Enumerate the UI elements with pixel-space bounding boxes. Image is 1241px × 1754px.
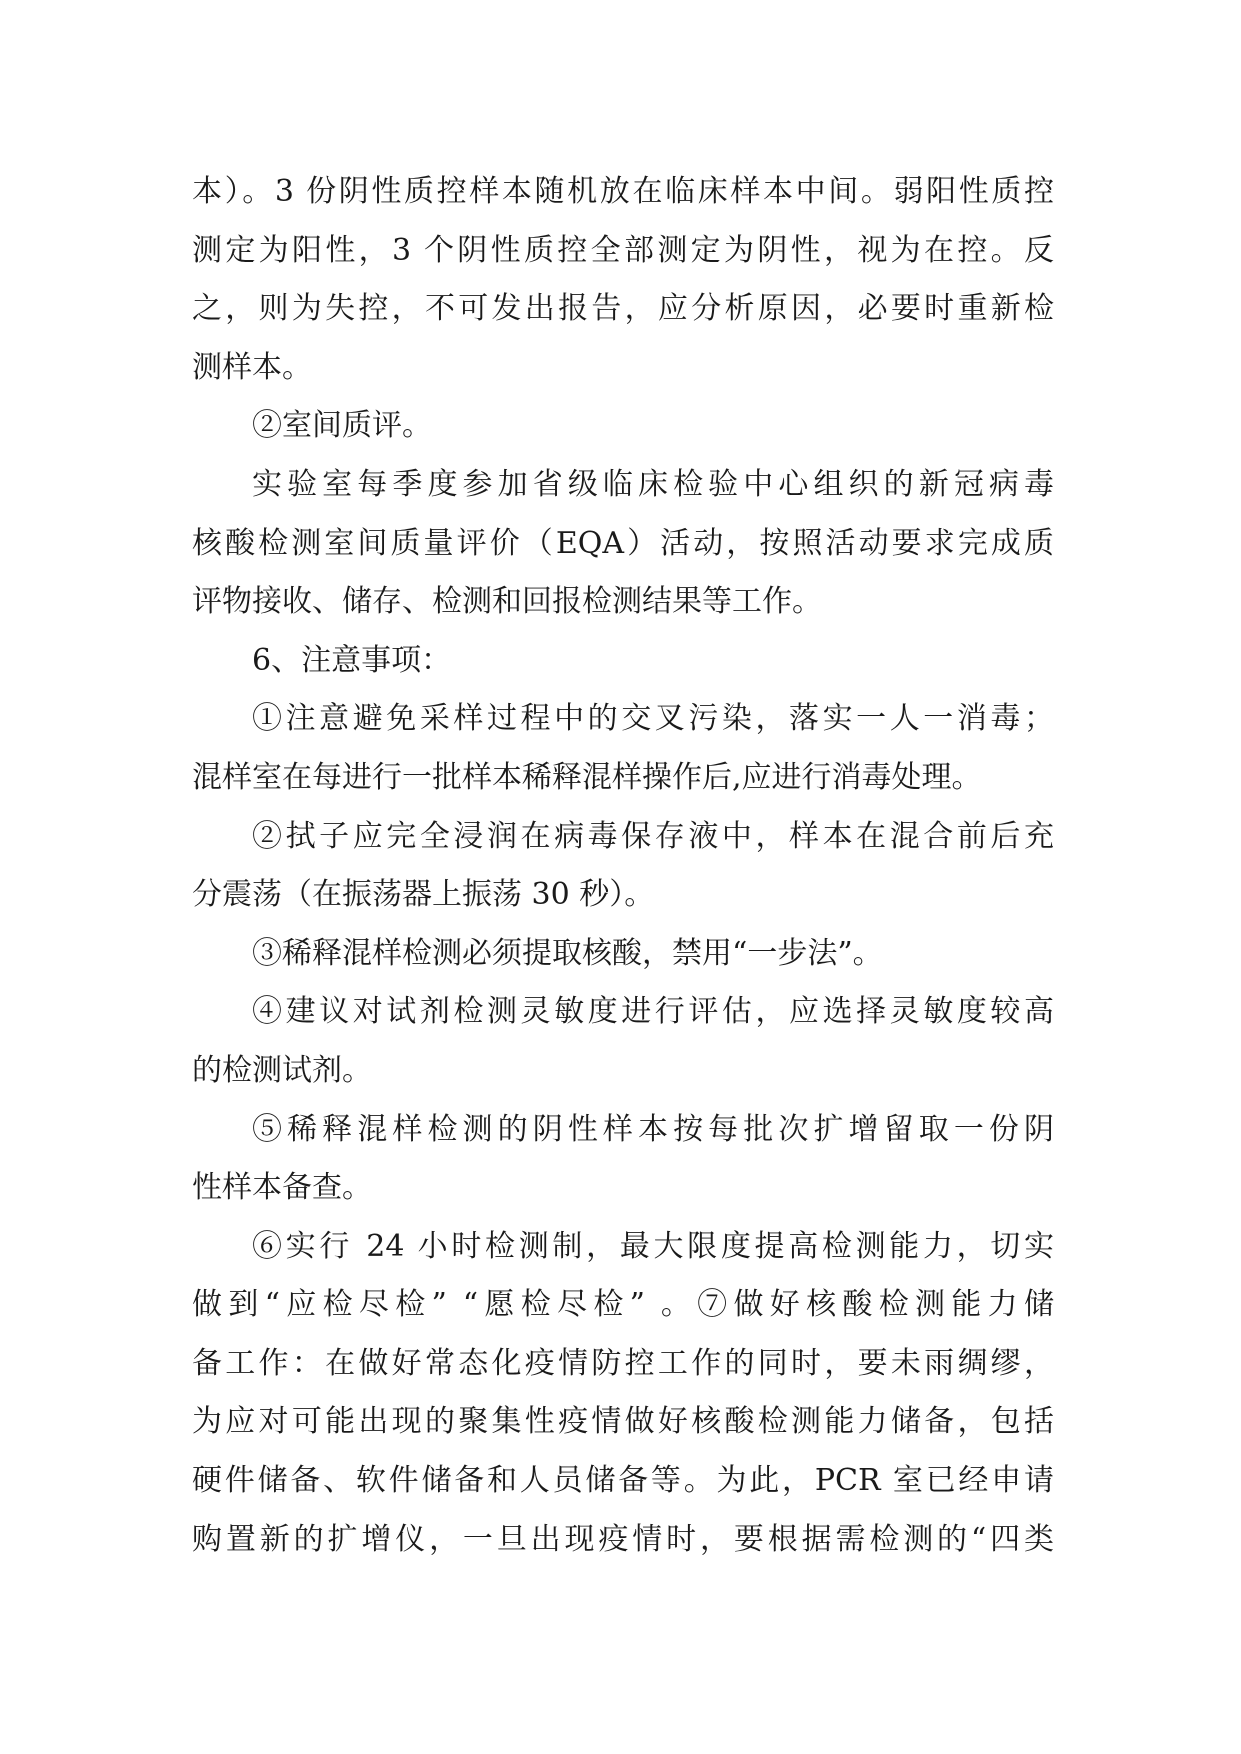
text-line: 测样本。 [192,349,312,385]
text-line: 为应对可能出现的聚集性疫情做好核酸检测能力储备，包括 [192,1404,1054,1440]
text-line: 硬件储备、软件储备和人员储备等。为此，PCR 室已经申请 [192,1463,1054,1499]
text-line: ②拭子应完全浸润在病毒保存液中，样本在混合前后充 [252,818,1054,854]
document-body [192,163,1054,1569]
text-line: ①注意避免采样过程中的交叉污染，落实一人一消毒； [252,701,1054,737]
text-line: 的检测试剂。 [192,1052,372,1088]
text-line: 本）。3 份阴性质控样本随机放在临床样本中间。弱阳性质控 [192,174,1054,209]
section-heading: 6、注意事项： [252,642,452,678]
text-line: 混样室在每进行一批样本稀释混样操作后,应进行消毒处理。 [192,759,982,795]
text-line: 分震荡（在振荡器上振荡 30 秒）。 [192,877,655,913]
text-line: 做到“应检尽检” “愿检尽检” 。⑦做好核酸检测能力储 [192,1287,1054,1323]
text-line: ⑤稀释混样检测的阴性样本按每批次扩增留取一份阴 [252,1111,1054,1147]
text-line: ③稀释混样检测必须提取核酸，禁用“一步法”。 [252,935,883,971]
text-line: 性样本备查。 [192,1170,372,1206]
text-line: ⑥实行 24 小时检测制，最大限度提高检测能力，切实 [252,1228,1054,1264]
text-line: 核酸检测室间质量评价（EQA）活动，按照活动要求完成质 [192,525,1054,561]
section-heading: ②室间质评。 [252,408,432,444]
text-line: 测定为阳性，3 个阴性质控全部测定为阴性，视为在控。反 [192,232,1054,268]
text-line: 评物接收、储存、检测和回报检测结果等工作。 [192,584,822,620]
text-line: 备工作：在做好常态化疫情防控工作的同时，要未雨绸缪， [192,1345,1054,1381]
text-line: 之，则为失控，不可发出报告，应分析原因，必要时重新检 [192,291,1054,327]
text-line: ④建议对试剂检测灵敏度进行评估，应选择灵敏度较高 [252,994,1054,1030]
text-line: 购置新的扩增仪，一旦出现疫情时，要根据需检测的“四类 [192,1521,1054,1557]
text-line: 实验室每季度参加省级临床检验中心组织的新冠病毒 [252,466,1054,502]
